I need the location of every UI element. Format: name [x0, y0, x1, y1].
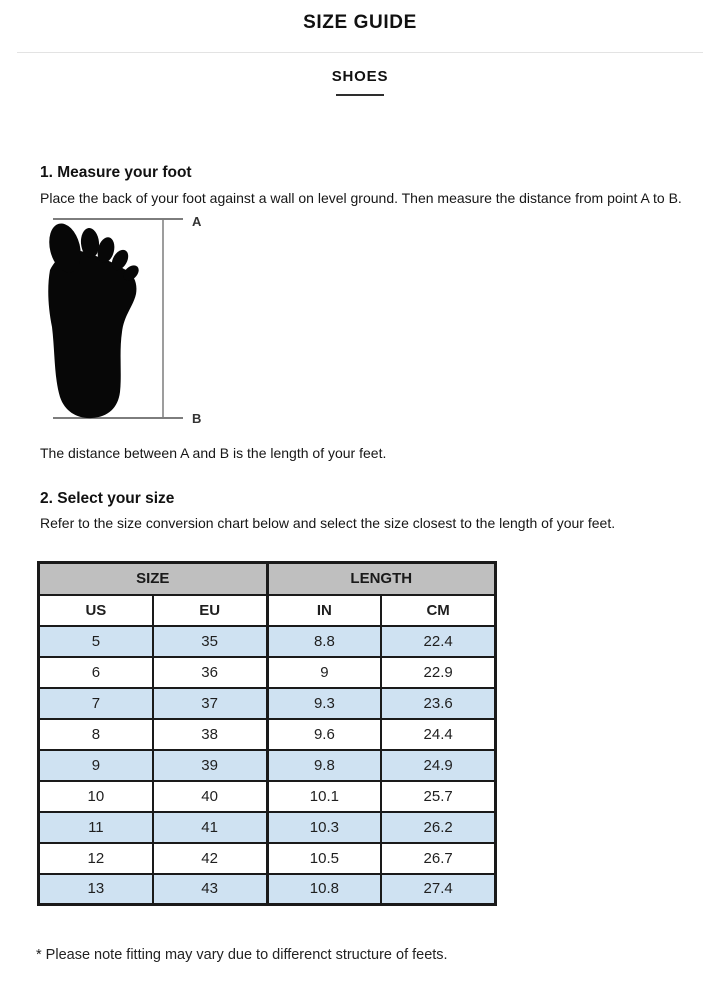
table-row	[39, 843, 496, 874]
table-cell: 26.7	[381, 843, 495, 874]
group-header-length: LENGTH	[267, 563, 496, 595]
point-b-label: B	[192, 411, 202, 426]
size-conversion-table	[37, 561, 497, 906]
table-cell: 9	[39, 750, 153, 781]
table-row	[39, 688, 496, 719]
table-cell: 7	[39, 688, 153, 719]
column-header-in: IN	[267, 595, 381, 626]
table-cell: 39	[153, 750, 267, 781]
section-2-body: Refer to the size conversion chart below and select the size closest to the length of your feet.	[40, 515, 616, 531]
table-cell: 9	[267, 657, 381, 688]
category-underline	[336, 94, 384, 96]
category-title: SHOES	[331, 68, 389, 85]
table-row	[39, 812, 496, 843]
table-row	[39, 719, 496, 750]
table-cell: 8	[39, 719, 153, 750]
table-cell: 40	[153, 781, 267, 812]
table-row	[39, 657, 496, 688]
table-cell: 10.5	[267, 843, 381, 874]
foot-measurement-diagram	[40, 212, 215, 432]
table-cell: 13	[39, 874, 153, 905]
column-header-us: US	[39, 595, 153, 626]
page-title: SIZE GUIDE	[303, 12, 417, 33]
table-cell: 25.7	[381, 781, 495, 812]
table-cell: 41	[153, 812, 267, 843]
table-cell: 36	[153, 657, 267, 688]
divider-line	[17, 52, 703, 53]
group-header-size: SIZE	[39, 563, 268, 595]
table-cell: 22.9	[381, 657, 495, 688]
table-row	[39, 781, 496, 812]
table-row	[39, 626, 496, 657]
table-cell: 10.1	[267, 781, 381, 812]
table-cell: 10	[39, 781, 153, 812]
fitting-footnote: * Please note fitting may vary due to differenct structure of feets.	[36, 947, 448, 963]
table-cell: 10.8	[267, 874, 381, 905]
table-cell: 35	[153, 626, 267, 657]
table-cell: 9.3	[267, 688, 381, 719]
foot-silhouette-icon	[44, 220, 141, 418]
table-cell: 8.8	[267, 626, 381, 657]
table-row	[39, 750, 496, 781]
table-cell: 12	[39, 843, 153, 874]
section-1-heading: 1. Measure your foot	[40, 164, 192, 181]
table-cell: 9.6	[267, 719, 381, 750]
table-cell: 37	[153, 688, 267, 719]
table-group-header-row	[39, 563, 496, 595]
table-cell: 6	[39, 657, 153, 688]
table-cell: 22.4	[381, 626, 495, 657]
table-column-header-row	[39, 595, 496, 626]
section-1-body: Place the back of your foot against a wall on level ground. Then measure the distance from point A to B.	[40, 190, 682, 206]
table-cell: 23.6	[381, 688, 495, 719]
table-cell: 9.8	[267, 750, 381, 781]
table-cell: 43	[153, 874, 267, 905]
table-cell: 24.4	[381, 719, 495, 750]
table-row	[39, 874, 496, 905]
table-cell: 24.9	[381, 750, 495, 781]
column-header-cm: CM	[381, 595, 495, 626]
table-cell: 10.3	[267, 812, 381, 843]
table-cell: 38	[153, 719, 267, 750]
table-cell: 26.2	[381, 812, 495, 843]
section-2-heading: 2. Select your size	[40, 490, 175, 507]
table-cell: 5	[39, 626, 153, 657]
point-a-label: A	[192, 214, 202, 229]
table-cell: 11	[39, 812, 153, 843]
table-cell: 27.4	[381, 874, 495, 905]
table-cell: 42	[153, 843, 267, 874]
column-header-eu: EU	[153, 595, 267, 626]
distance-note: The distance between A and B is the length of your feet.	[40, 445, 387, 461]
